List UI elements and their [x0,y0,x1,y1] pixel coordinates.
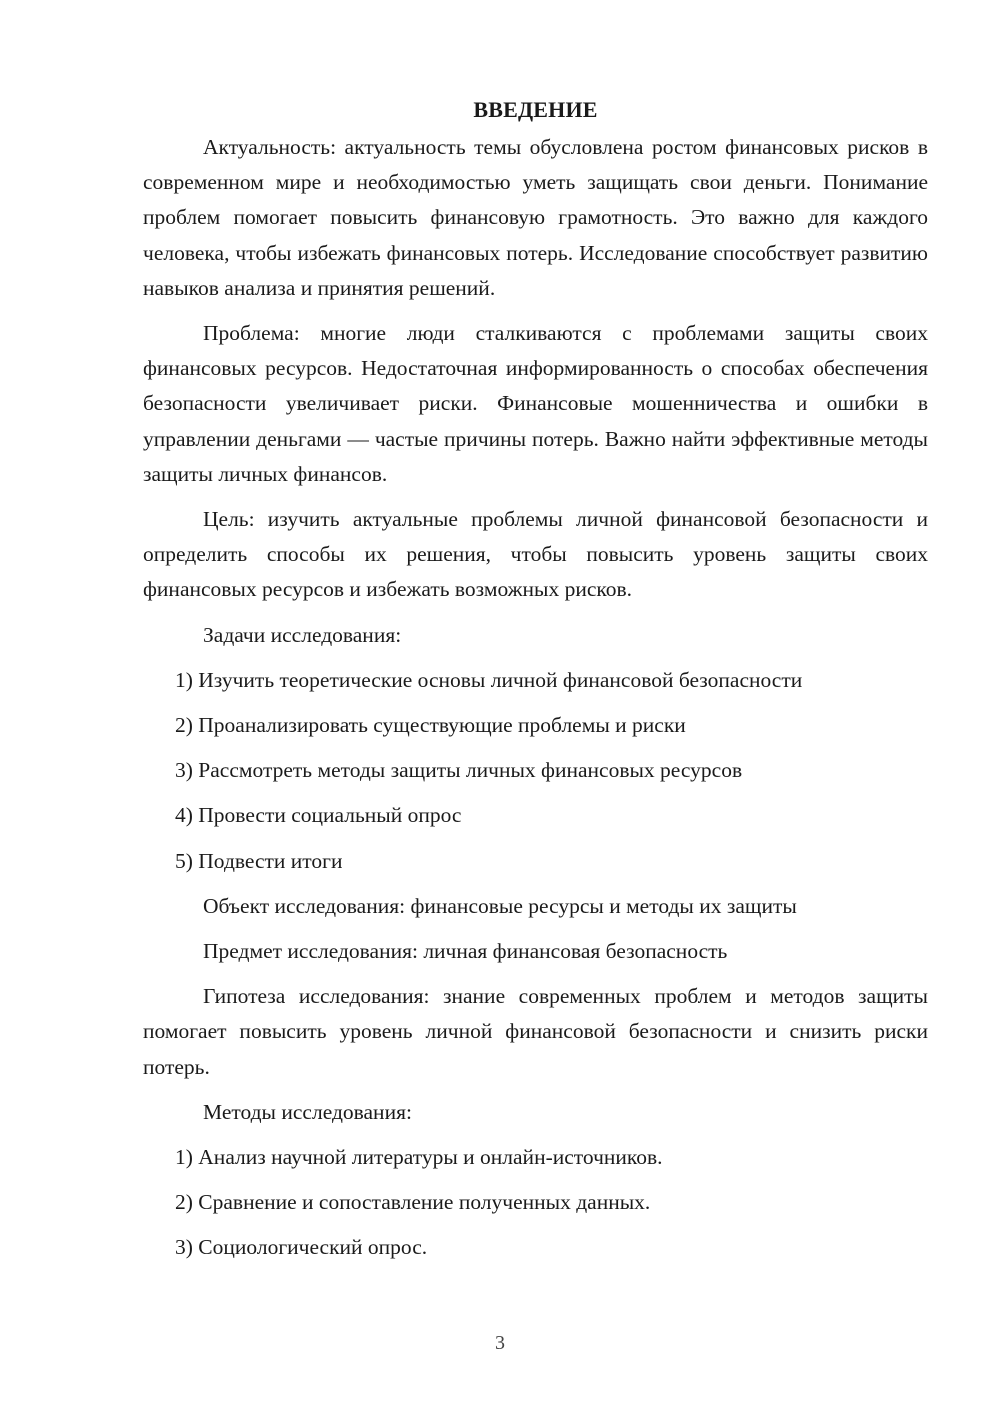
task-item: 5) Подвести итоги [175,848,343,873]
method-item: 2) Сравнение и сопоставление полученных данных. [175,1190,651,1215]
hypothesis-paragraph: Гипотеза исследования: знание современных проблем и методов защиты помогает повысить уровень личной финансовой безопасности и снизить риски потерь. [143,984,928,1079]
document-page [143,92,928,1276]
page-number: 3 [495,1332,505,1354]
task-item: 1) Изучить теоретические основы личной финансовой безопасности [175,667,803,692]
research-subject: Предмет исследования: личная финансовая безопасность [203,939,728,964]
task-item: 4) Провести социальный опрос [175,803,462,828]
methods-heading: Методы исследования: [203,1099,412,1124]
tasks-heading: Задачи исследования: [203,622,402,647]
task-item: 2) Проанализировать существующие проблемы и риски [175,713,686,738]
page-title: ВВЕДЕНИЕ [473,97,598,122]
method-item: 1) Анализ научной литературы и онлайн-источников. [175,1145,663,1170]
method-item: 3) Социологический опрос. [175,1235,428,1260]
relevance-paragraph: Актуальность: актуальность темы обусловлена ростом финансовых рисков в современном мире и необходимостью уметь защищать свои деньги. Понимание проблем помогает повысить финансовую грамотность. Это важно для каждого человека, чтобы избежать финансовых потерь. Исследование способствует развитию навыков анализа и принятия решений. [143,135,928,300]
research-object: Объект исследования: финансовые ресурсы и методы их защиты [203,893,797,918]
task-item: 3) Рассмотреть методы защиты личных финансовых ресурсов [175,758,743,783]
goal-paragraph: Цель: изучить актуальные проблемы личной финансовой безопасности и определить способы их решения, чтобы повысить уровень защиты своих финансовых ресурсов и избежать возможных рисков. [143,507,928,602]
problem-paragraph: Проблема: многие люди сталкиваются с проблемами защиты своих финансовых ресурсов. Недостаточная информированность о способах обеспечения безопасности увеличивает риски. Финансовые мошенничества и ошибки в управлении деньгами — частые причины потерь. Важно найти эффективные методы защиты личных финансов. [143,321,928,486]
